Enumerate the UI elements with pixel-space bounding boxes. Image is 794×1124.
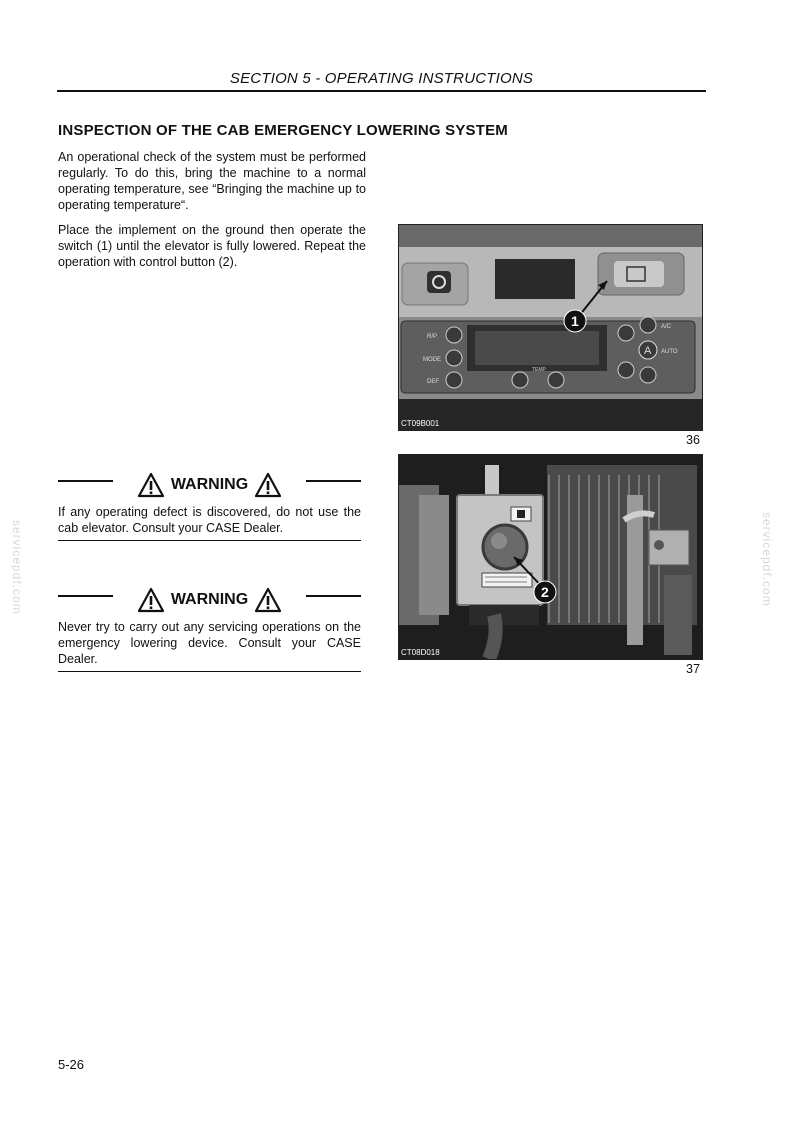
- callout-2: 2: [541, 584, 549, 600]
- warning-rule-right: [306, 480, 361, 482]
- warning-heading: [58, 583, 361, 617]
- section-header: SECTION 5 - OPERATING INSTRUCTIONS: [229, 70, 534, 87]
- paragraph-lowering-procedure: Place the implement on the ground then operate the switch (1) until the elevator is fully lowered. Repeat the operation with control button (2).: [58, 223, 366, 269]
- warning-rule-left: [58, 480, 113, 482]
- control-panel-illustration: [399, 225, 702, 430]
- warning-rule-right: [306, 595, 361, 597]
- figure-number-36: 36: [686, 433, 700, 447]
- warning-text: If any operating defect is discovered, do not use the cab elevator. Consult your CASE Dealer.: [58, 504, 361, 541]
- warning-rule-left: [58, 595, 113, 597]
- figure-code: CT08D018: [401, 648, 440, 657]
- figure-37-photo: [398, 454, 703, 660]
- callout-1: 1: [571, 313, 579, 329]
- panel-label-rp: R/P: [427, 334, 438, 340]
- control-box-illustration: [399, 455, 702, 659]
- panel-label-auto: AUTO: [661, 349, 678, 355]
- warning-triangle-icon: [254, 587, 282, 613]
- watermark-left: servicepdf.com: [10, 520, 24, 615]
- warning-label: WARNING: [170, 476, 249, 493]
- warning-triangle-icon: [254, 472, 282, 498]
- panel-label-a: A: [644, 345, 652, 357]
- panel-label-temp: TEMP: [532, 367, 546, 373]
- warning-heading: [58, 468, 361, 502]
- warning-triangle-icon: [137, 587, 165, 613]
- figure-code: CT09B001: [401, 419, 440, 428]
- panel-label-def: DEF: [427, 379, 439, 385]
- header-rule: [57, 90, 706, 92]
- figure-number-37: 37: [686, 662, 700, 676]
- warning-triangle-icon: [137, 472, 165, 498]
- warning-box-defect: [58, 468, 361, 541]
- section-title: INSPECTION OF THE CAB EMERGENCY LOWERING SYSTEM: [58, 122, 508, 139]
- page-number: 5-26: [58, 1057, 85, 1072]
- warning-text: Never try to carry out any servicing operations on the emergency lowering device. Consult your CASE Dealer.: [58, 619, 361, 672]
- panel-label-mode: MODE: [423, 357, 441, 363]
- warning-label: WARNING: [170, 591, 249, 608]
- warning-box-servicing: [58, 583, 361, 672]
- figure-36-photo: [398, 224, 703, 431]
- panel-label-ac: A/C: [661, 324, 672, 330]
- paragraph-operational-check: An operational check of the system must be performed regularly. To do this, bring the machine to a normal operating temperature, see “Bringing the machine up to operating temperature“.: [58, 150, 366, 212]
- watermark-right: servicepdf.com: [760, 512, 774, 607]
